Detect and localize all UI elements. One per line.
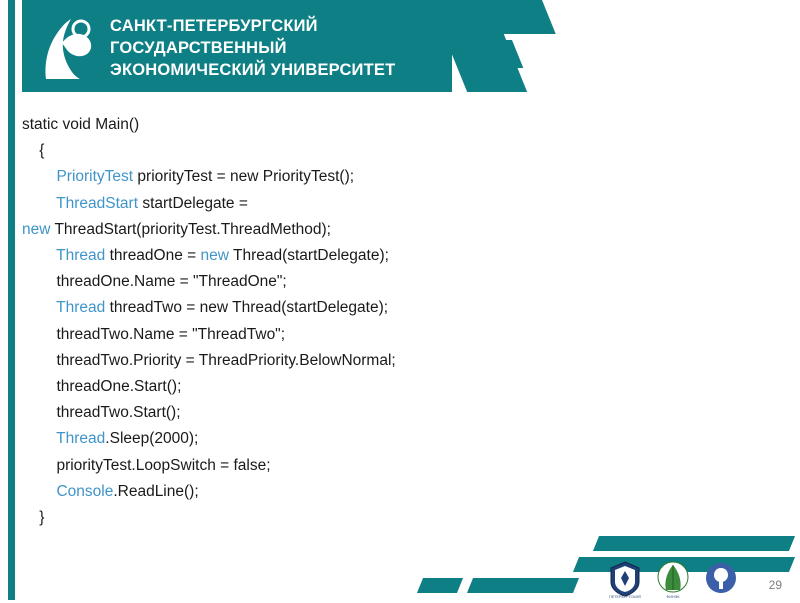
- code-text: threadOne.Start();: [56, 378, 182, 396]
- code-line: [22, 453, 792, 479]
- code-text: .ReadLine();: [113, 482, 199, 500]
- code-keyword: Thread: [56, 247, 106, 265]
- code-text: ThreadStart(priorityTest.ThreadMethod);: [50, 220, 331, 238]
- code-line: [22, 400, 792, 426]
- code-line: [22, 348, 792, 374]
- slide-footer: [0, 528, 800, 600]
- code-indent: [22, 404, 56, 421]
- footer-emblems: [608, 560, 738, 598]
- code-text: .Sleep(2000);: [105, 430, 199, 448]
- code-indent: [22, 352, 56, 369]
- code-keyword: PriorityTest: [56, 168, 134, 186]
- code-line: [22, 322, 792, 348]
- finec-emblem-label: ФИНЭК: [666, 595, 680, 599]
- code-text: priorityTest.LoopSwitch = false;: [56, 456, 271, 474]
- code-text: threadOne.Name = "ThreadOne";: [56, 273, 287, 291]
- code-line: [22, 426, 792, 452]
- code-text: startDelegate =: [138, 194, 248, 212]
- code-line: [22, 479, 792, 505]
- university-name-line2: ГОСУДАРСТВЕННЫЙ: [110, 38, 287, 57]
- slide-number: 29: [768, 578, 782, 592]
- code-text: threadTwo.Name = "ThreadTwo";: [56, 325, 285, 343]
- footer-stripe-4: [417, 578, 463, 593]
- university-emblem-icon: [608, 560, 642, 598]
- footer-stripe-3: [467, 578, 579, 593]
- code-keyword: Thread: [56, 299, 106, 317]
- code-indent: [22, 483, 56, 500]
- slide-header: [22, 0, 800, 100]
- code-keyword: Thread: [56, 430, 106, 448]
- code-line: [22, 191, 792, 217]
- left-accent-bar: [0, 0, 22, 600]
- code-indent: [22, 299, 56, 316]
- code-keyword: Console: [56, 482, 114, 500]
- code-indent: [22, 168, 56, 185]
- code-line: [22, 269, 792, 295]
- code-indent: [22, 195, 56, 212]
- code-line: [22, 138, 792, 164]
- code-line: [22, 243, 792, 269]
- code-text: threadTwo.Priority = ThreadPriority.BelowNormal;: [56, 351, 396, 369]
- code-keyword: ThreadStart: [56, 194, 139, 212]
- code-text: Thread(startDelegate);: [228, 247, 389, 265]
- code-indent: [22, 457, 56, 474]
- code-text: threadTwo.Start();: [56, 404, 181, 422]
- code-indent: [22, 509, 39, 526]
- university-emblem-label: САНКТ-ПЕТЕРБУРГСКИЙ: [609, 591, 641, 599]
- code-line: [22, 112, 792, 138]
- unecon-crest-icon: [40, 13, 98, 83]
- code-keyword: new: [22, 220, 51, 238]
- university-name-line3: ЭКОНОМИЧЕСКИЙ УНИВЕРСИТЕТ: [110, 61, 396, 80]
- header-stripe-upper: [452, 0, 556, 34]
- footer-stripe-1: [593, 536, 795, 551]
- code-indent: [22, 430, 56, 447]
- university-name: [110, 15, 395, 82]
- code-indent: [22, 378, 56, 395]
- code-block: [22, 112, 792, 531]
- code-line: [22, 374, 792, 400]
- code-text: static void Main(): [22, 116, 140, 133]
- code-indent: [22, 326, 56, 343]
- code-text: threadOne =: [105, 247, 201, 265]
- finec-emblem-icon: [656, 560, 690, 598]
- code-text: {: [39, 142, 45, 160]
- code-indent: [22, 142, 39, 159]
- code-indent: [22, 273, 56, 290]
- university-logo: [40, 8, 440, 88]
- university-name-line1: САНКТ-ПЕТЕРБУРГСКИЙ: [110, 16, 318, 35]
- header-stripe-lower: [460, 40, 523, 68]
- code-text: priorityTest = new PriorityTest();: [133, 168, 355, 186]
- code-indent: [22, 247, 56, 264]
- code-line: [22, 295, 792, 321]
- code-keyword: new: [200, 247, 229, 265]
- shield-emblem-icon: [704, 560, 738, 598]
- code-line: [22, 217, 792, 243]
- code-line: [22, 164, 792, 190]
- code-text: threadTwo = new Thread(startDelegate);: [105, 299, 389, 317]
- code-text: }: [39, 509, 45, 527]
